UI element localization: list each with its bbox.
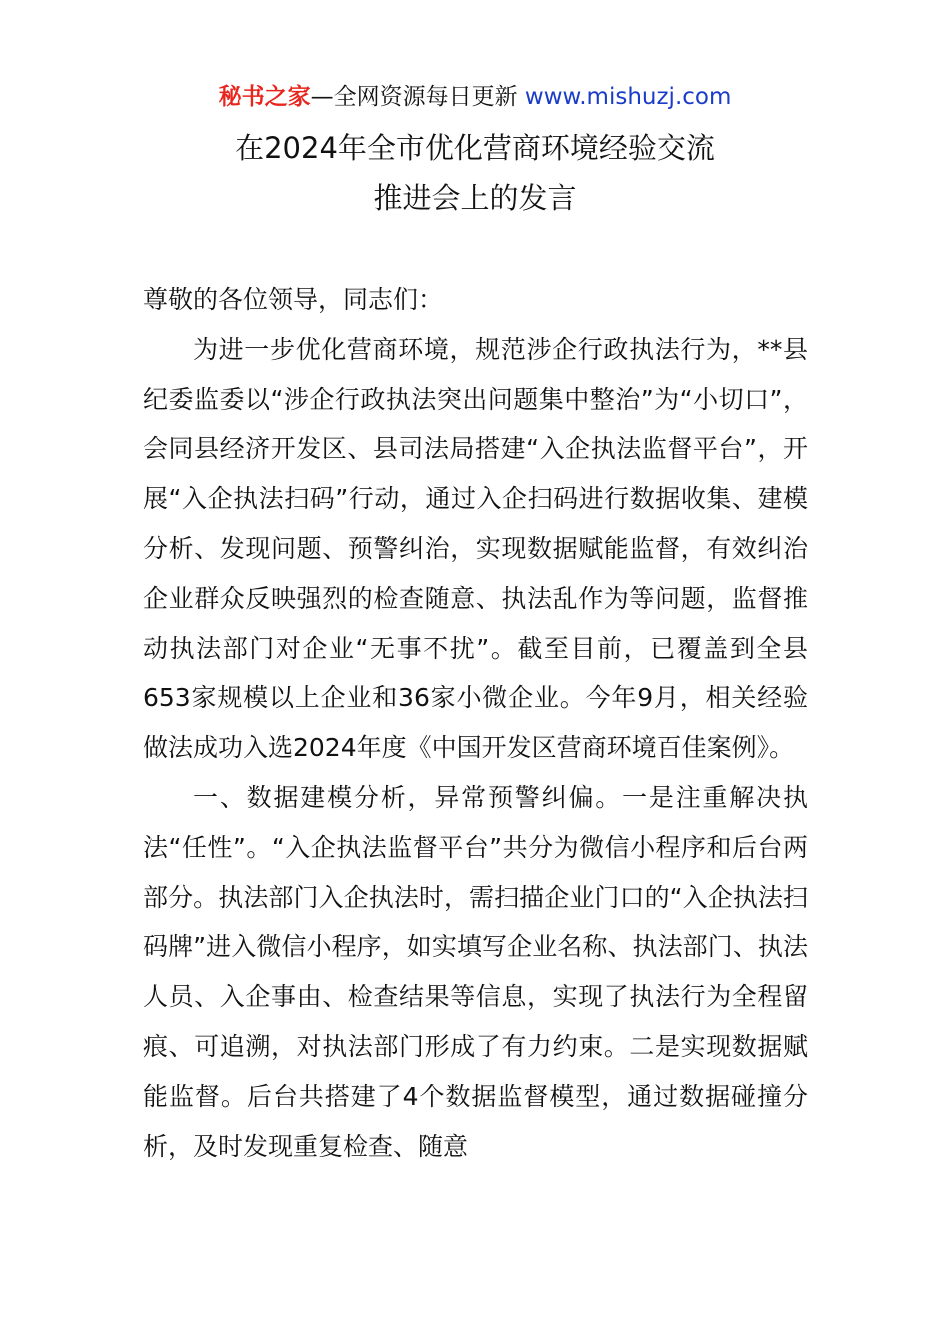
site-url: www.mishuzj.com xyxy=(524,84,732,110)
brand-name: 秘书之家 xyxy=(218,84,311,110)
site-header xyxy=(0,80,950,114)
header-tagline: —全网资源每日更新 xyxy=(310,84,518,110)
document-title-line-2: 推进会上的发言 xyxy=(373,181,577,215)
paragraph: 为进一步优化营商环境，规范涉企行政执法行为，**县纪委监委以“涉企行政执法突出问题集中整治”为“小切口”，会同县经济开发区、县司法局搭建“入企执法监督平台”，开展“入企执法扫码”行动，通过入企扫码进行数据收集、建模分析、发现问题、预警纠治，实现数据赋能监督，有效纠治企业群众反映强烈的检查随意、执法乱作为等问题，监督推动执法部门对企业“无事不扰”。截至目前，已覆盖到全县653家规模以上企业和36家小微企业。今年9月，相关经验做法成功入选2024年度《中国开发区营商环境百佳案例》。 xyxy=(143,334,808,763)
document-title-line-1: 在2024年全市优化营商环境经验交流 xyxy=(235,131,715,165)
salutation: 尊敬的各位领导，同志们： xyxy=(143,285,444,314)
document-body xyxy=(143,275,808,1171)
paragraph: 一、数据建模分析，异常预警纠偏。一是注重解决执法“任性”。“入企执法监督平台”共分为微信小程序和后台两部分。执法部门入企执法时，需扫描企业门口的“入企执法扫码牌”进入微信小程序，如实填写企业名称、执法部门、执法人员、入企事由、检查结果等信息，实现了执法行为全程留痕、可追溯，对执法部门形成了有力约束。二是实现数据赋能监督。后台共搭建了4个数据监督模型，通过数据碰撞分析，及时发现重复检查、随意 xyxy=(143,782,808,1161)
